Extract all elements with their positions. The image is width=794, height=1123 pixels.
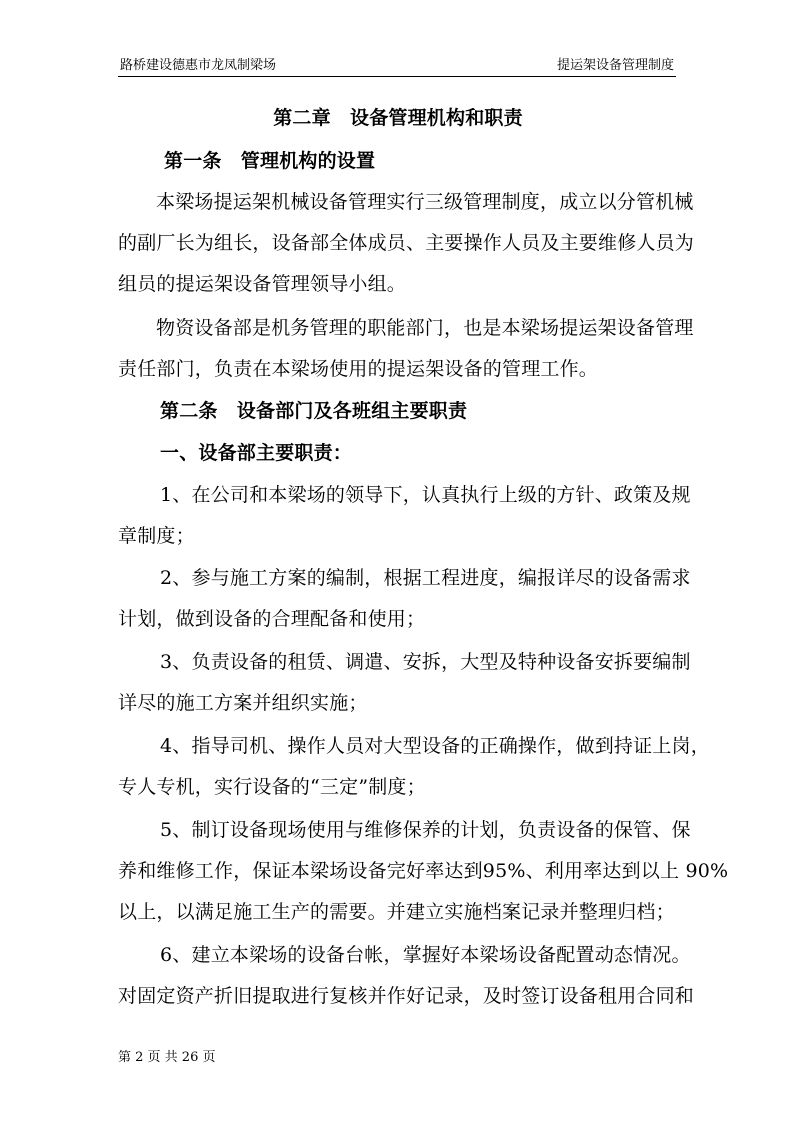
paragraph-line: 6、建立本梁场的设备台帐，掌握好本梁场设备配置动态情况。 xyxy=(160,944,691,966)
paragraph-line: 的副厂长为组长，设备部全体成员、主要操作人员及主要维修人员为 xyxy=(118,232,695,254)
paragraph-line: 物资设备部是机务管理的职能部门，也是本梁场提运架设备管理 xyxy=(156,317,694,339)
header-company: 路桥建设德惠市龙凤制梁场 xyxy=(120,58,277,73)
article-heading: 第一条 管理机构的设置 xyxy=(164,150,376,172)
paragraph-line: 4、指导司机、操作人员对大型设备的正确操作，做到持证上岗， xyxy=(160,735,710,757)
paragraph-line: 章制度； xyxy=(118,525,195,547)
paragraph-line: 本梁场提运架机械设备管理实行三级管理制度，成立以分管机械 xyxy=(156,191,694,213)
paragraph-line: 2、参与施工方案的编制，根据工程进度，编报详尽的设备需求 xyxy=(160,567,691,589)
page-footer: 第 2 页 共 26 页 xyxy=(118,1050,216,1065)
paragraph-line: 养和维修工作，保证本梁场设备完好率达到95%、利用率达到以上 90% xyxy=(118,860,729,882)
paragraph-line: 组员的提运架设备管理领导小组。 xyxy=(118,273,407,295)
paragraph-line: 详尽的施工方案并组织实施； xyxy=(118,692,368,714)
page-header xyxy=(118,58,676,77)
chapter-title: 第二章 设备管理机构和职责 xyxy=(273,107,523,129)
article-heading: 第二条 设备部门及各班组主要职责 xyxy=(160,400,468,422)
paragraph-line: 专人专机，实行设备的“三定”制度； xyxy=(118,776,426,798)
paragraph-line: 1、在公司和本梁场的领导下，认真执行上级的方针、政策及规 xyxy=(160,484,691,506)
paragraph-line: 计划，做到设备的合理配备和使用； xyxy=(118,608,426,630)
paragraph-line: 对固定资产折旧提取进行复核并作好记录，及时签订设备租用合同和 xyxy=(118,985,695,1007)
paragraph-line: 5、制订设备现场使用与维修保养的计划，负责设备的保管、保 xyxy=(160,819,691,841)
paragraph-line: 以上，以满足施工生产的需要。并建立实施档案记录并整理归档； xyxy=(118,901,675,923)
paragraph-line: 3、负责设备的租赁、调遣、安拆，大型及特种设备安拆要编制 xyxy=(160,651,691,673)
header-document-title: 提运架设备管理制度 xyxy=(556,58,674,73)
paragraph-line: 责任部门，负责在本梁场使用的提运架设备的管理工作。 xyxy=(118,358,599,380)
section-heading: 一、设备部主要职责： xyxy=(160,442,353,464)
